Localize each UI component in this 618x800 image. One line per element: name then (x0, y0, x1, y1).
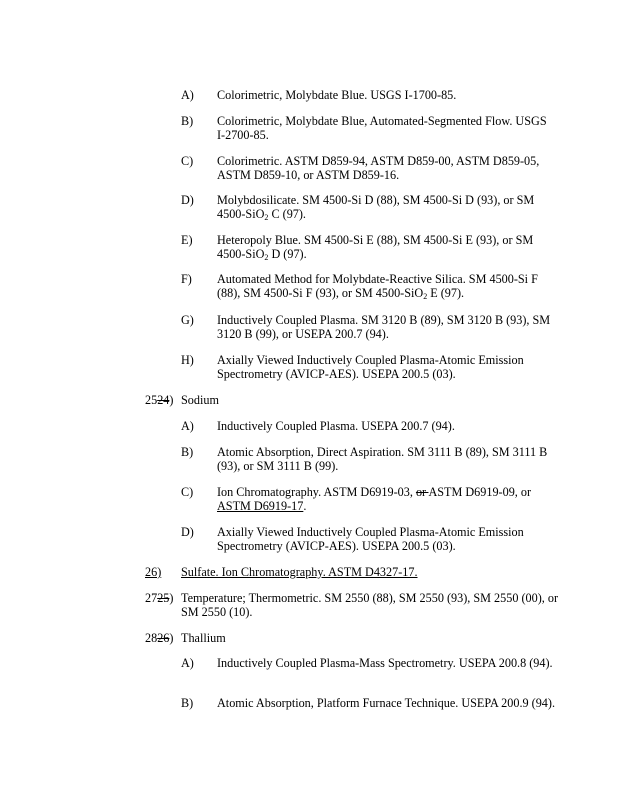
text-run: ) (169, 591, 174, 605)
item-label: A) (181, 419, 194, 433)
text-run: 25 (157, 591, 170, 605)
text-run: or (415, 485, 429, 499)
text-run: 27 (145, 591, 158, 605)
item-text: Inductively Coupled Plasma-Mass Spectrometry. USEPA 200.8 (94). (217, 656, 553, 670)
section-number (145, 631, 173, 645)
text-run: ASTM D6919-17 (217, 499, 304, 513)
text-run: C (97). (268, 207, 306, 221)
item-text (217, 485, 557, 513)
item-label: E) (181, 233, 193, 247)
section-number (145, 565, 161, 579)
item-label: D) (181, 193, 194, 207)
text-run: ASTM D6919-09, or (428, 485, 532, 499)
item-label: F) (181, 272, 192, 286)
subscript: 2 (264, 253, 269, 262)
item-label: B) (181, 445, 194, 459)
section-text (181, 393, 561, 407)
item-label: A) (181, 656, 194, 670)
text-run: Molybdosilicate. SM 4500-Si D (88), SM 4500-Si D (93), or SM 4500-SiO (217, 193, 535, 221)
item-label: C) (181, 154, 194, 168)
item-text: Atomic Absorption, Platform Furnace Technique. USEPA 200.9 (94). (217, 696, 555, 710)
section-number (145, 591, 173, 605)
text-run: Heteropoly Blue. SM 4500-Si E (88), SM 4500-Si E (93), or SM 4500-SiO (217, 233, 534, 261)
item-text (217, 272, 557, 300)
text-run: 26 (157, 631, 170, 645)
text-run: 24 (157, 393, 170, 407)
text-run: Ion Chromatography. ASTM D6919-03, (217, 485, 416, 499)
item-label: G) (181, 313, 194, 327)
section-number (145, 393, 173, 407)
item-text (217, 193, 557, 221)
item-text: Inductively Coupled Plasma. SM 3120 B (89), SM 3120 B (93), SM 3120 B (99), or USEPA 200.7 (94). (217, 313, 551, 341)
item-label: C) (181, 485, 194, 499)
text-run: Automated Method for Molybdate-Reactive Silica. SM 4500-Si F (88), SM 4500-Si F (93), or SM 4500-SiO (217, 272, 538, 300)
item-text: Colorimetric. ASTM D859-94, ASTM D859-00, ASTM D859-05, ASTM D859-10, or ASTM D859-16. (217, 154, 540, 182)
item-label: H) (181, 353, 194, 367)
item-label: A) (181, 88, 194, 102)
item-text: Inductively Coupled Plasma. USEPA 200.7 (94). (217, 419, 455, 433)
item-label: B) (181, 114, 194, 128)
section-text (181, 631, 561, 645)
text-run: 26) (145, 565, 162, 579)
text-run: Temperature; Thermometric. SM 2550 (88), SM 2550 (93), SM 2550 (00), or SM 2550 (10). (181, 591, 559, 619)
text-run: Sodium (181, 393, 219, 407)
item-label: D) (181, 525, 194, 539)
text-run: 25 (145, 393, 158, 407)
text-run: . (303, 499, 307, 513)
item-text: Axially Viewed Inductively Coupled Plasma-Atomic Emission Spectrometry (AVICP-AES). USEPA 200.5 (03). (217, 525, 524, 553)
item-label: B) (181, 696, 194, 710)
subscript: 2 (423, 292, 428, 301)
text-run: ) (169, 631, 174, 645)
text-run: Thallium (181, 631, 226, 645)
text-run: 28 (145, 631, 158, 645)
section-text (181, 565, 561, 579)
item-text: Colorimetric, Molybdate Blue. USGS I-1700-85. (217, 88, 457, 102)
subscript: 2 (264, 213, 269, 222)
item-text: Axially Viewed Inductively Coupled Plasma-Atomic Emission Spectrometry (AVICP-AES). USEPA 200.5 (03). (217, 353, 524, 381)
item-text (217, 233, 557, 261)
item-text: Atomic Absorption, Direct Aspiration. SM 3111 B (89), SM 3111 B (93), or SM 3111 B (99). (217, 445, 548, 473)
text-run: ) (169, 393, 174, 407)
item-text: Colorimetric, Molybdate Blue, Automated-Segmented Flow. USGS I-2700-85. (217, 114, 547, 142)
text-run: D (97). (268, 247, 307, 261)
text-run: Sulfate. Ion Chromatography. ASTM D4327-17. (181, 565, 418, 579)
section-text (181, 591, 561, 619)
text-run: E (97). (427, 286, 465, 300)
